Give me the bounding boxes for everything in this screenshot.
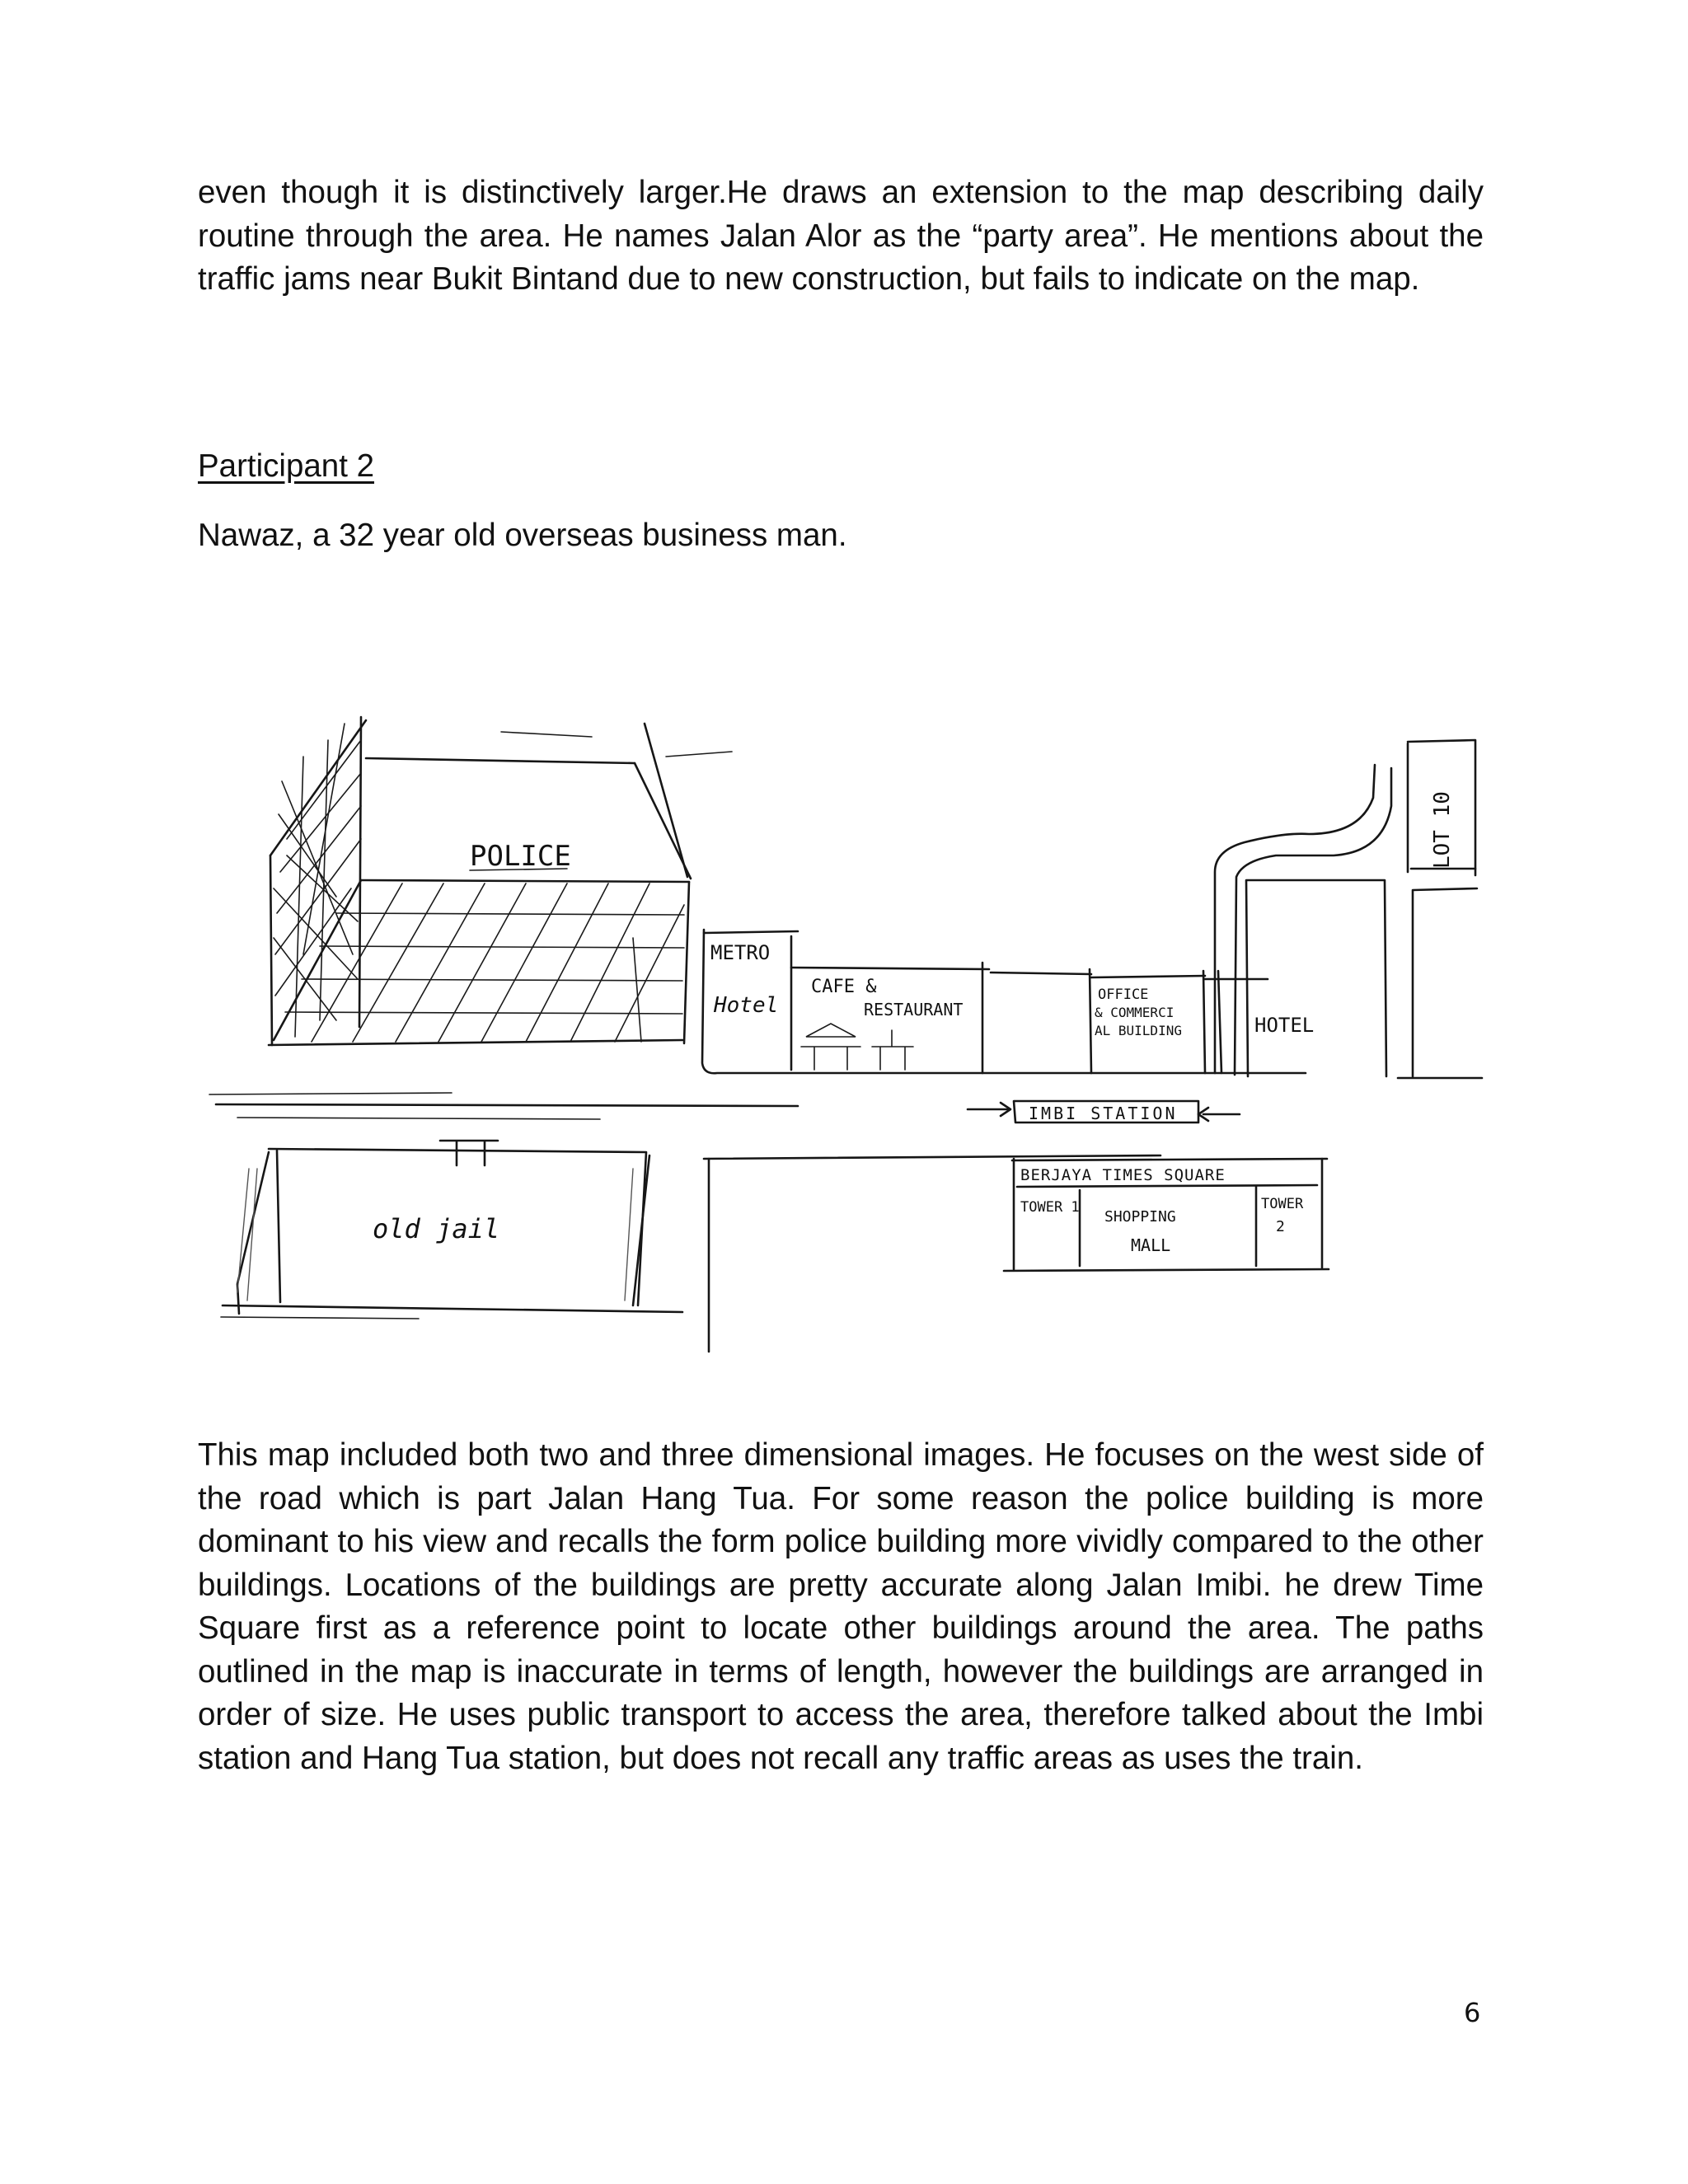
page-number: 6: [1464, 1997, 1481, 2028]
hand-drawn-map-sketch: [204, 707, 1484, 1358]
metro-hotel-label-2: Hotel: [714, 993, 779, 1018]
cafe-label: CAFE &: [811, 977, 877, 997]
berjaya-label: BERJAYA TIMES SQUARE: [1020, 1166, 1226, 1184]
old-jail-label: old jail: [373, 1213, 500, 1244]
participant-description: Nawaz, a 32 year old overseas business man.: [198, 518, 847, 553]
tower2-label-2: 2: [1276, 1218, 1285, 1235]
hotel-label: HOTEL: [1254, 1014, 1315, 1037]
main-road-drawing: [209, 1093, 1160, 1352]
police-building-drawing: [269, 717, 732, 1045]
section-heading: Participant 2: [198, 448, 375, 484]
metro-hotel-label-1: METRO: [710, 941, 771, 964]
berjaya-times-square-drawing: [1004, 1159, 1329, 1271]
imbi-station-drawing: [968, 1101, 1240, 1123]
police-label: POLICE: [470, 840, 571, 873]
tower1-label: TOWER 1: [1020, 1199, 1080, 1216]
paragraph-intro-continuation: even though it is distinctively larger.He draws an extension to the map describing daily routine through the area. He names Jalan Alor as the “party area”. He mentions about the traffic jams near Bukit Bintand due to new construction, but fails to indicate on the map.: [198, 175, 1484, 297]
old-jail-drawing: [237, 1141, 649, 1314]
mall-label: MALL: [1131, 1235, 1171, 1255]
office-label-3: AL BUILDING: [1095, 1023, 1182, 1038]
hotel-lot10-drawing: [1215, 740, 1482, 1078]
paragraph-map-analysis: This map included both two and three dimensional images. He focuses on the west side of the road which is part Jalan Hang Tua. For some reason the police building is more dominant to his view and recalls the form police building more vividly compared to the other buildings. Locations of the buildings are pretty accurate along Jalan Imibi. he drew Time Square first as a reference point to locate other buildings around the area. The paths outlined in the map is inaccurate in terms of length, however the buildings are arranged in order of size. He uses public transport to access the area, therefore talked about the Imbi station and Hang Tua station, but does not recall any traffic areas as uses the train.: [198, 1437, 1484, 1776]
lot10-label: LOT 10: [1430, 791, 1455, 869]
office-label-1: OFFICE: [1098, 987, 1149, 1003]
tower2-label-1: TOWER: [1261, 1196, 1304, 1212]
imbi-station-label: IMBI STATION: [1029, 1104, 1178, 1123]
office-label-2: & COMMERCI: [1095, 1005, 1175, 1020]
shopping-label: SHOPPING: [1104, 1208, 1176, 1226]
restaurant-label: RESTAURANT: [864, 1000, 964, 1019]
